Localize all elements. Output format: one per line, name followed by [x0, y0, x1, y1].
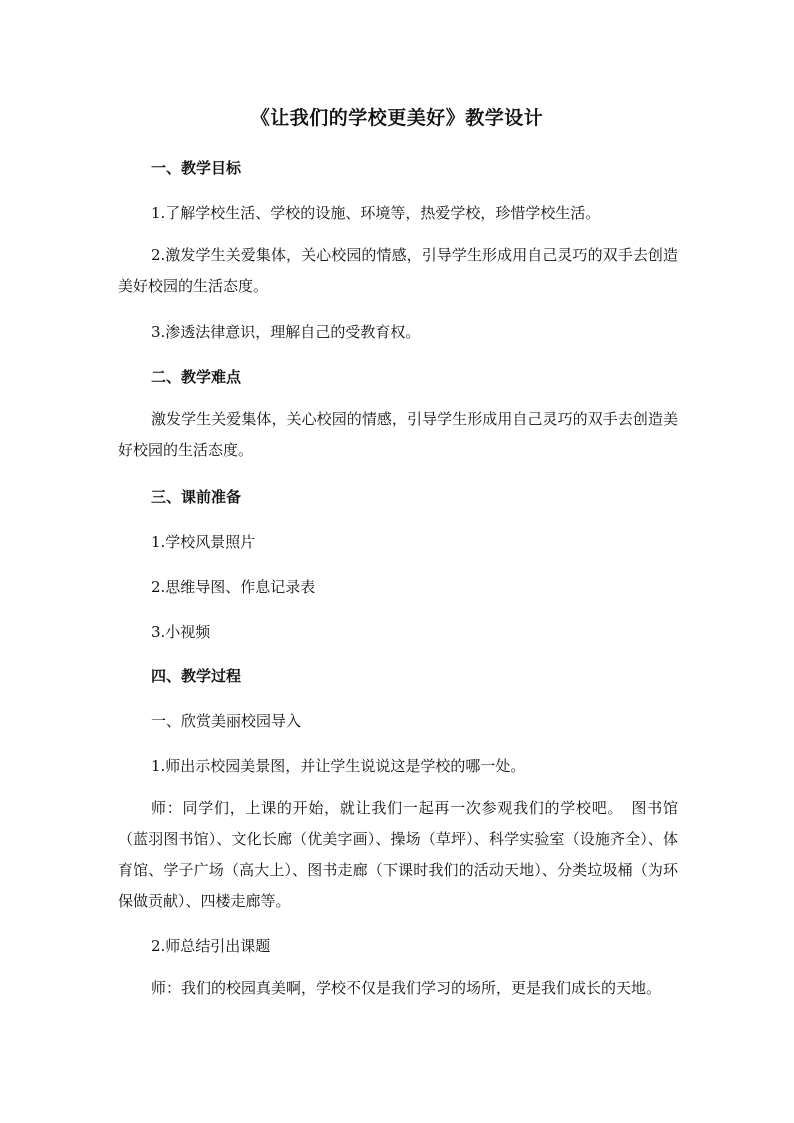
- heading-teaching-process: 四、教学过程: [151, 667, 242, 685]
- prep-item-3: 3.小视频: [151, 623, 211, 641]
- page-title: 《让我们的学校更美好》教学设计: [250, 107, 544, 129]
- process-step-2: 2.师总结引出课题: [151, 937, 271, 955]
- prep-item-1: 1.学校风景照片: [151, 533, 256, 551]
- heading-teaching-difficulty: 二、教学难点: [151, 368, 242, 386]
- goal-item-3: 3.渗透法律意识，理解自己的受教育权。: [151, 323, 421, 341]
- process-paragraph-1: 师：同学们，上课的开始，就让我们一起再一次参观我们的学校吧。 图书馆（蓝羽图书馆）、文化长廊（优美字画）、操场（草坪）、科学实验室（设施齐全）、体育馆、学子广场（高大上）、图书走廊（下课时我们的活动天地）、分类垃圾桶（为环保做贡献）、四楼走廊等。: [118, 799, 678, 910]
- process-paragraph-2: 师：我们的校园真美啊，学校不仅是我们学习的场所，更是我们成长的天地。: [151, 979, 662, 997]
- process-subheading-1: 一、欣赏美丽校园导入: [151, 712, 302, 730]
- heading-class-prep: 三、课前准备: [151, 488, 242, 506]
- prep-item-2: 2.思维导图、作息记录表: [151, 578, 316, 596]
- heading-teaching-goals: 一、教学目标: [151, 159, 242, 177]
- goal-item-2: 2.激发学生关爱集体，关心校园的情感，引导学生形成用自己灵巧的双手去创造美好校园的生活态度。: [118, 246, 678, 295]
- difficulty-text: 激发学生关爱集体，关心校园的情感，引导学生形成用自己灵巧的双手去创造美好校园的生活态度。: [118, 410, 678, 459]
- goal-item-1: 1.了解学校生活、学校的设施、环境等，热爱学校，珍惜学校生活。: [151, 204, 601, 222]
- process-step-1: 1.师出示校园美景图，并让学生说说这是学校的哪一处。: [151, 757, 526, 775]
